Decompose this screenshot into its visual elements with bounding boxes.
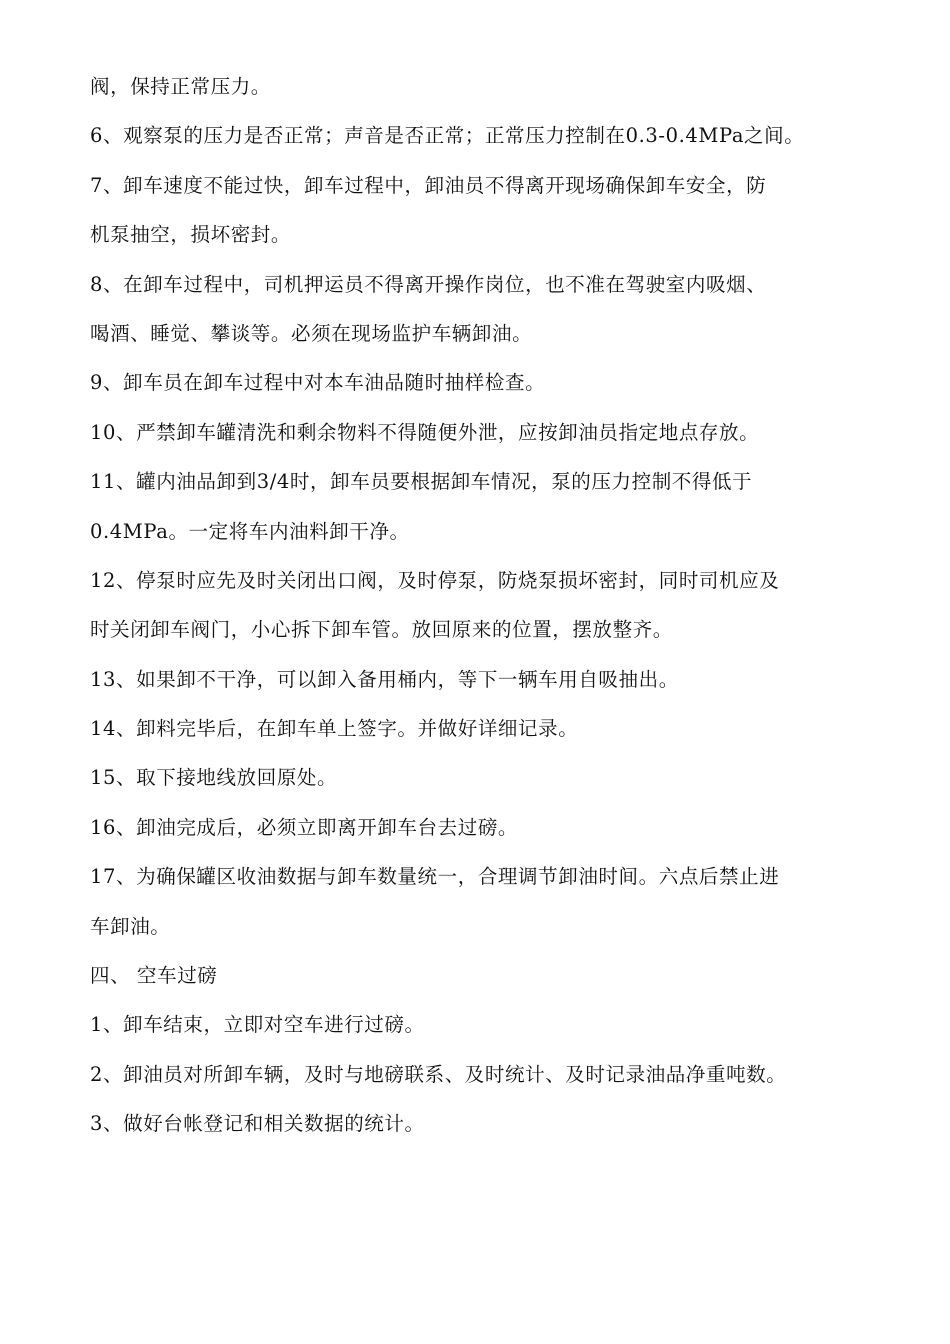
text-line-item-12: 12、停泵时应先及时关闭出口阀，及时停泵，防烧泵损坏密封，同时司机应及 bbox=[90, 568, 780, 592]
text-line-item-8-cont: 喝酒、睡觉、攀谈等。必须在现场监护车辆卸油。 bbox=[90, 321, 533, 345]
section-heading-4: 四、 空车过磅 bbox=[90, 964, 218, 988]
text-line-section4-item-1: 1、卸车结束，立即对空车进行过磅。 bbox=[90, 1013, 425, 1037]
text-line-section4-item-3: 3、做好台帐登记和相关数据的统计。 bbox=[90, 1112, 425, 1136]
text-line-item-6: 6、观察泵的压力是否正常；声音是否正常；正常压力控制在0.3-0.4MPa之间。 bbox=[90, 124, 805, 148]
text-line-item-15: 15、取下接地线放回原处。 bbox=[90, 766, 338, 790]
text-line-item-7: 7、卸车速度不能过快，卸车过程中，卸油员不得离开现场确保卸车安全，防 bbox=[90, 173, 767, 197]
text-line-item-17: 17、为确保罐区收油数据与卸车数量统一，合理调节卸油时间。六点后禁止进 bbox=[90, 865, 780, 889]
text-line-item-7-cont: 机泵抽空，损坏密封。 bbox=[90, 223, 292, 247]
text-line-continuation: 阀，保持正常压力。 bbox=[90, 75, 271, 98]
text-line-item-8: 8、在卸车过程中，司机押运员不得离开操作岗位，也不准在驾驶室内吸烟、 bbox=[90, 272, 767, 296]
text-line-section4-item-2: 2、卸油员对所卸车辆，及时与地磅联系、及时统计、及时记录油品净重吨数。 bbox=[90, 1062, 787, 1086]
text-line-item-12-cont: 时关闭卸车阀门，小心拆下卸车管。放回原来的位置，摆放整齐。 bbox=[90, 618, 673, 642]
text-line-item-11: 11、罐内油品卸到3/4时，卸车员要根据卸车情况，泵的压力控制不得低于 bbox=[90, 470, 753, 494]
text-line-item-11-cont: 0.4MPa。一定将车内油料卸干净。 bbox=[90, 519, 410, 543]
text-line-item-9: 9、卸车员在卸车过程中对本车油品随时抽样检查。 bbox=[90, 371, 546, 395]
text-line-item-14: 14、卸料完毕后，在卸车单上签字。并做好详细记录。 bbox=[90, 717, 579, 741]
text-line-item-10: 10、严禁卸车罐清洗和剩余物料不得随便外泄，应按卸油员指定地点存放。 bbox=[90, 420, 760, 444]
document-body bbox=[90, 62, 870, 1149]
text-line-item-16: 16、卸油完成后，必须立即离开卸车台去过磅。 bbox=[90, 815, 519, 839]
text-line-item-13: 13、如果卸不干净，可以卸入备用桶内，等下一辆车用自吸抽出。 bbox=[90, 667, 679, 691]
text-line-item-17-cont: 车卸油。 bbox=[90, 914, 171, 938]
